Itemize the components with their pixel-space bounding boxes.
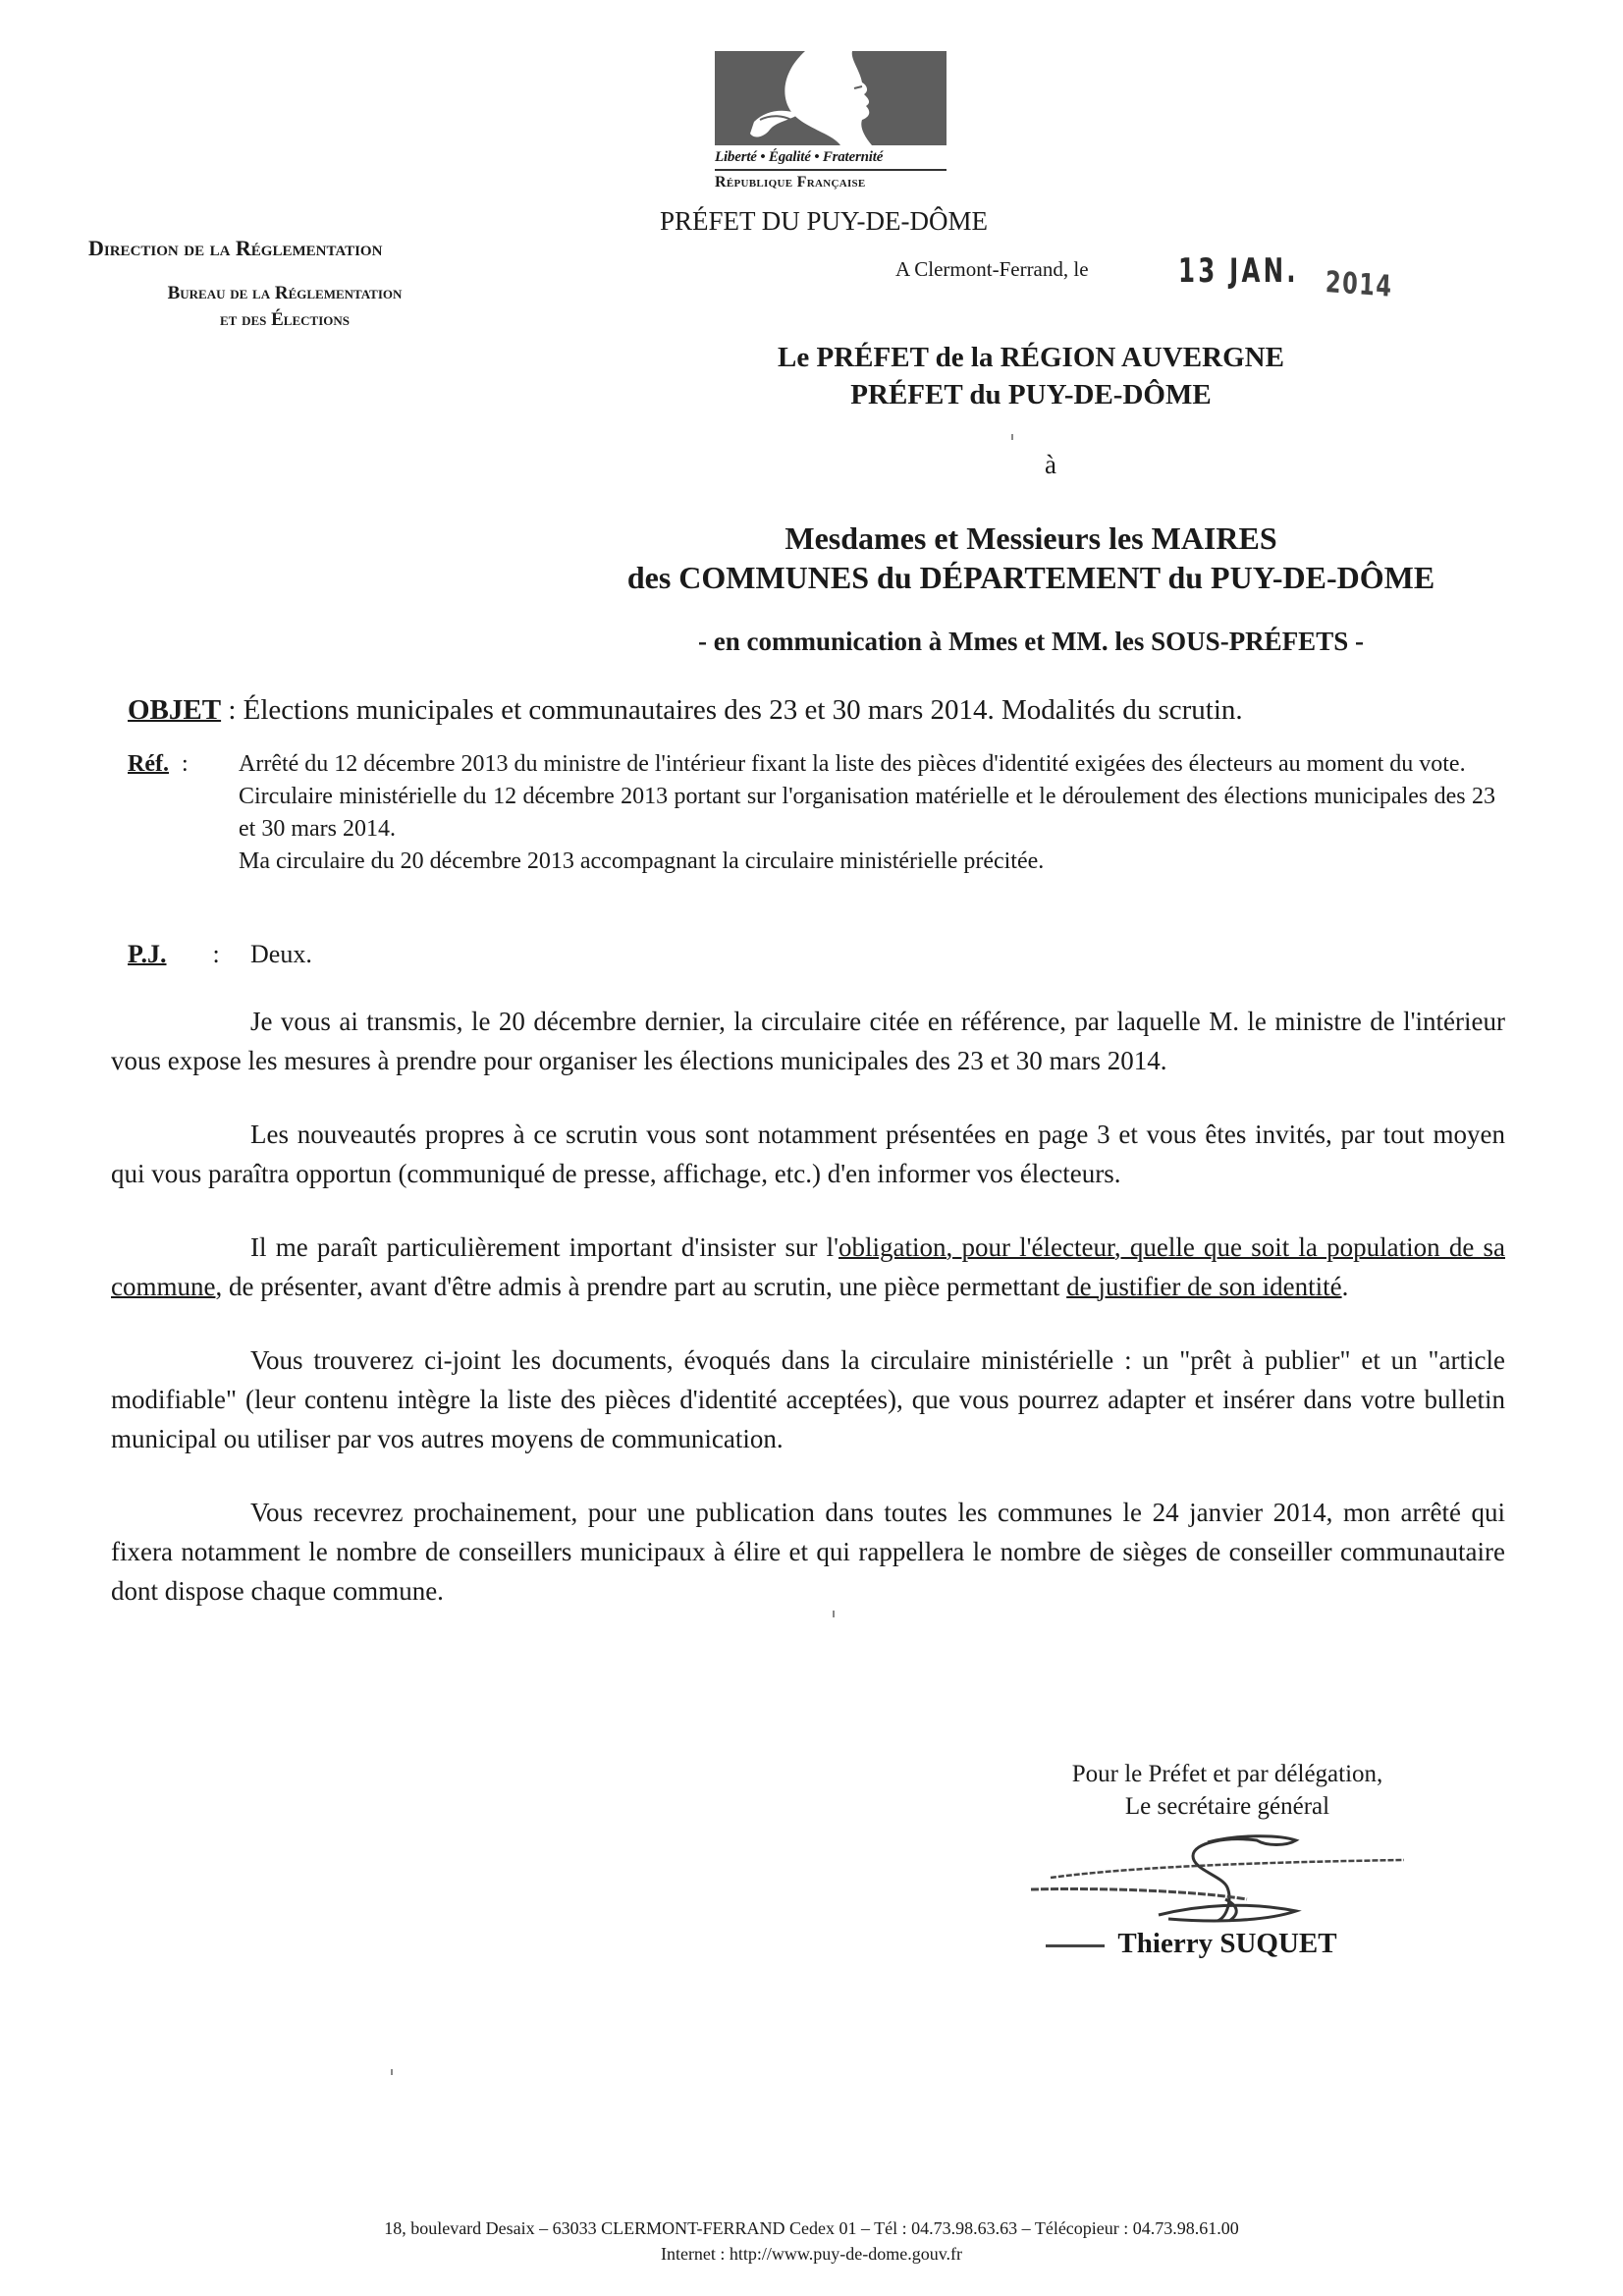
attachments-label: P.J.: [128, 940, 167, 968]
scan-speck: [1011, 434, 1013, 440]
logo-divider: [715, 169, 947, 171]
scan-speck: [391, 2069, 393, 2075]
republique-francaise-logo: [715, 51, 947, 191]
recipients-block: [569, 519, 1492, 597]
marianne-icon: [715, 51, 947, 145]
paragraph-4: Vous trouverez ci-joint les documents, évoqués dans la circulaire ministérielle : un "prêt à publier" et un "article modifiable" (leur contenu intègre la liste des pièces d'identité acceptées), que vous pourrez adapter et insérer dans votre bulletin municipal ou utiliser par vos autres moyens de communication.: [111, 1345, 1505, 1453]
paragraph-3-text: .: [1341, 1272, 1349, 1301]
direction-name: Direction de la Réglementation: [88, 236, 383, 260]
paragraph-1: Je vous ai transmis, le 20 décembre dernier, la circulaire citée en référence, par laquelle M. le ministre de l'intérieur vous expose les mesures à prendre pour organiser les élections municipales des 23 et 30 mars 2014.: [111, 1007, 1505, 1075]
attachments-separator: :: [212, 940, 220, 968]
signer-title: Le secrétaire général: [1124, 1793, 1330, 1820]
motto: Liberté • Égalité • Fraternité: [715, 149, 884, 165]
reference-item: Ma circulaire du 20 décembre 2013 accompagnant la circulaire ministérielle précitée.: [239, 848, 1045, 874]
paragraph-3: [111, 1228, 1505, 1306]
reference-item: Arrêté du 12 décembre 2013 du ministre de l'intérieur fixant la liste des pièces d'identité exigées des électeurs au moment du vote.: [239, 751, 1466, 777]
handwritten-signature-icon: [1021, 1827, 1434, 1940]
subject-line: [128, 694, 1502, 727]
date-stamp: 13 JAN.: [1178, 251, 1299, 291]
subject-label: OBJET: [128, 694, 222, 726]
sender-block: [687, 339, 1375, 413]
sender-line-1: Le PRÉFET de la RÉGION AUVERGNE: [778, 342, 1284, 373]
signer-name: Thierry SUQUET: [1117, 1928, 1337, 1959]
references: [128, 748, 1502, 878]
paragraph-3-text: , de présenter, avant d'être admis à prendre part au scrutin, une pièce permettant: [215, 1272, 1067, 1301]
paragraph-5: Vous recevrez prochainement, pour une publication dans toutes les communes le 24 janvier 2014, mon arrêté qui fixera notamment le nombre de conseillers municipaux à élire et qui rappellera le nombre de sièges de conseiller communautaire dont dispose chaque commune.: [111, 1498, 1505, 1606]
paragraph-3-text: Il me paraît particulièrement important d'insister sur l': [250, 1232, 839, 1262]
place-label: A Clermont-Ferrand, le: [895, 257, 1089, 281]
prefecture-name: PRÉFET DU PUY-DE-DÔME: [660, 206, 989, 236]
footer-website: Internet : http://www.puy-de-dome.gouv.fr: [660, 2244, 963, 2264]
bureau-name: [118, 280, 452, 333]
date-stamp-year: 2014: [1325, 265, 1394, 304]
footer-address: 18, boulevard Desaix – 63033 CLERMONT-FERRAND Cedex 01 – Tél : 04.73.98.63.63 – Télécopieur : 04.73.98.61.00: [384, 2218, 1239, 2238]
attachments-line: [128, 940, 1502, 969]
republic-name: République Française: [715, 174, 866, 191]
subject-separator: :: [221, 694, 243, 726]
references-list: [239, 748, 1495, 878]
copy-recipients: - en communication à Mmes et MM. les SOUS-PRÉFETS -: [698, 627, 1364, 656]
subject-text: Élections municipales et communautaires des 23 et 30 mars 2014. Modalités du scrutin.: [243, 694, 1243, 726]
addressee-preposition: à: [1045, 450, 1056, 479]
references-separator: :: [182, 751, 189, 777]
emphasis-obligation: obligation, pour l'électeur, quelle que soit la population de sa commune: [111, 1232, 1505, 1301]
recipients-line-1: Mesdames et Messieurs les MAIRES: [784, 520, 1277, 556]
paragraph-2: Les nouveautés propres à ce scrutin vous sont notamment présentées en page 3 et vous êtes invités, par tout moyen qui vous paraîtra opportun (communiqué de presse, affichage, etc.) d'en informer vos électeurs.: [111, 1120, 1505, 1188]
bureau-line-1: Bureau de la Réglementation: [167, 283, 403, 303]
sender-line-2: PRÉFET du PUY-DE-DÔME: [850, 379, 1212, 410]
footer: [0, 2215, 1623, 2267]
reference-item: Circulaire ministérielle du 12 décembre 2013 portant sur l'organisation matérielle et le déroulement des élections municipales des 23 et 30 mars 2014.: [239, 784, 1495, 842]
emphasis-identity: de justifier de son identité: [1066, 1272, 1342, 1301]
attachments-text: Deux.: [250, 940, 312, 968]
bureau-line-2: et des Élections: [220, 309, 350, 330]
scan-speck: [833, 1611, 835, 1617]
delegation-line: Pour le Préfet et par délégation,: [1071, 1761, 1383, 1787]
letter-body: [111, 1002, 1505, 1645]
recipients-line-2: des COMMUNES du DÉPARTEMENT du PUY-DE-DÔME: [626, 560, 1435, 595]
signature-block: [1001, 1758, 1453, 1823]
references-label: Réf.: [128, 751, 169, 777]
